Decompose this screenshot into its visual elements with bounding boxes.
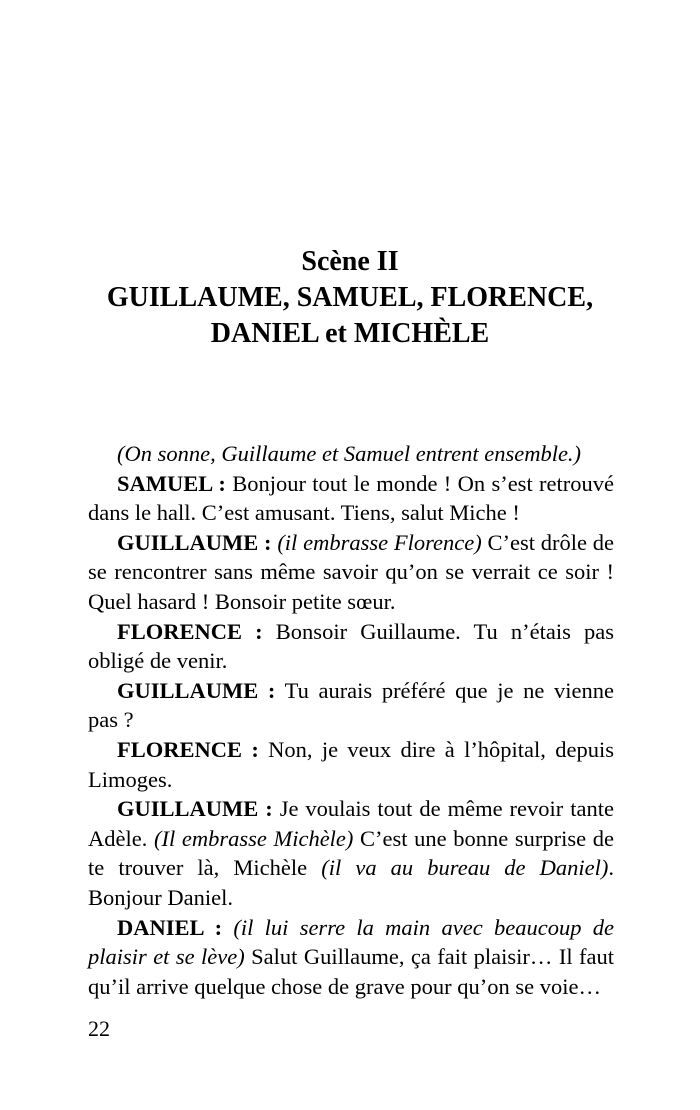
dialogue-line xyxy=(88,617,614,676)
page-number: 22 xyxy=(88,1016,110,1041)
speaker-name: GUILLAUME : xyxy=(117,796,273,822)
dialogue-line xyxy=(88,794,614,912)
speaker-name: FLORENCE : xyxy=(117,736,259,762)
speaker-name: FLORENCE : xyxy=(117,618,263,644)
dialogue-line xyxy=(88,735,614,794)
scene-title: Scène II xyxy=(301,246,399,277)
speaker-name: GUILLAUME : xyxy=(117,677,276,703)
line-text: Non, je veux dire à l’hôpital, depuis Limoges. xyxy=(88,736,614,792)
line-text: Je voulais tout de même revoir tante Adèle. xyxy=(88,796,614,851)
dialogue-line xyxy=(88,676,614,735)
stage-direction-inline: (il va au bureau de Daniel) xyxy=(321,855,609,881)
scene-characters-line-2: DANIEL et MICHÈLE xyxy=(210,318,490,349)
line-text: Bonjour tout le monde ! On s’est retrouvé dans le hall. C’est amusant. Tiens, salut Miche ! xyxy=(88,470,614,526)
line-text: C’est une bonne surprise de te trouver là, Michèle xyxy=(88,825,614,881)
speaker-name: SAMUEL : xyxy=(117,470,226,496)
line-text: Salut Guillaume, ça fait plaisir… Il faut qu’il arrive quelque chose de grave pour qu’on se voie… xyxy=(88,944,614,999)
stage-direction-inline: (il lui serre la main avec beaucoup de plaisir et se lève) xyxy=(88,914,614,970)
speaker-name: GUILLAUME : xyxy=(117,529,272,555)
speaker-name: DANIEL : xyxy=(117,914,223,940)
dialogue-line xyxy=(88,469,614,528)
stage-direction-inline: (Il embrasse Michèle) xyxy=(153,825,354,851)
line-text: Tu aurais préféré que je ne vienne pas ? xyxy=(88,677,614,733)
line-text: C’est drôle de se rencontrer sans même savoir qu’on se verrait ce soir ! Quel hasard ! Bonsoir petite sœur. xyxy=(88,529,614,614)
line-text: Bonsoir Guillaume. Tu n’étais pas obligé de venir. xyxy=(88,618,614,674)
play-text xyxy=(88,439,614,1001)
line-text: . Bonjour Daniel. xyxy=(88,855,615,910)
dialogue-line xyxy=(88,913,614,1002)
stage-direction-inline: (il embrasse Florence) xyxy=(277,529,482,555)
stage-direction: (On sonne, Guillaume et Samuel entrent ensemble.) xyxy=(117,441,582,466)
dialogue-line xyxy=(88,528,614,617)
scene-heading xyxy=(0,244,700,352)
scene-characters-line-1: GUILLAUME, SAMUEL, FLORENCE, xyxy=(106,282,594,313)
